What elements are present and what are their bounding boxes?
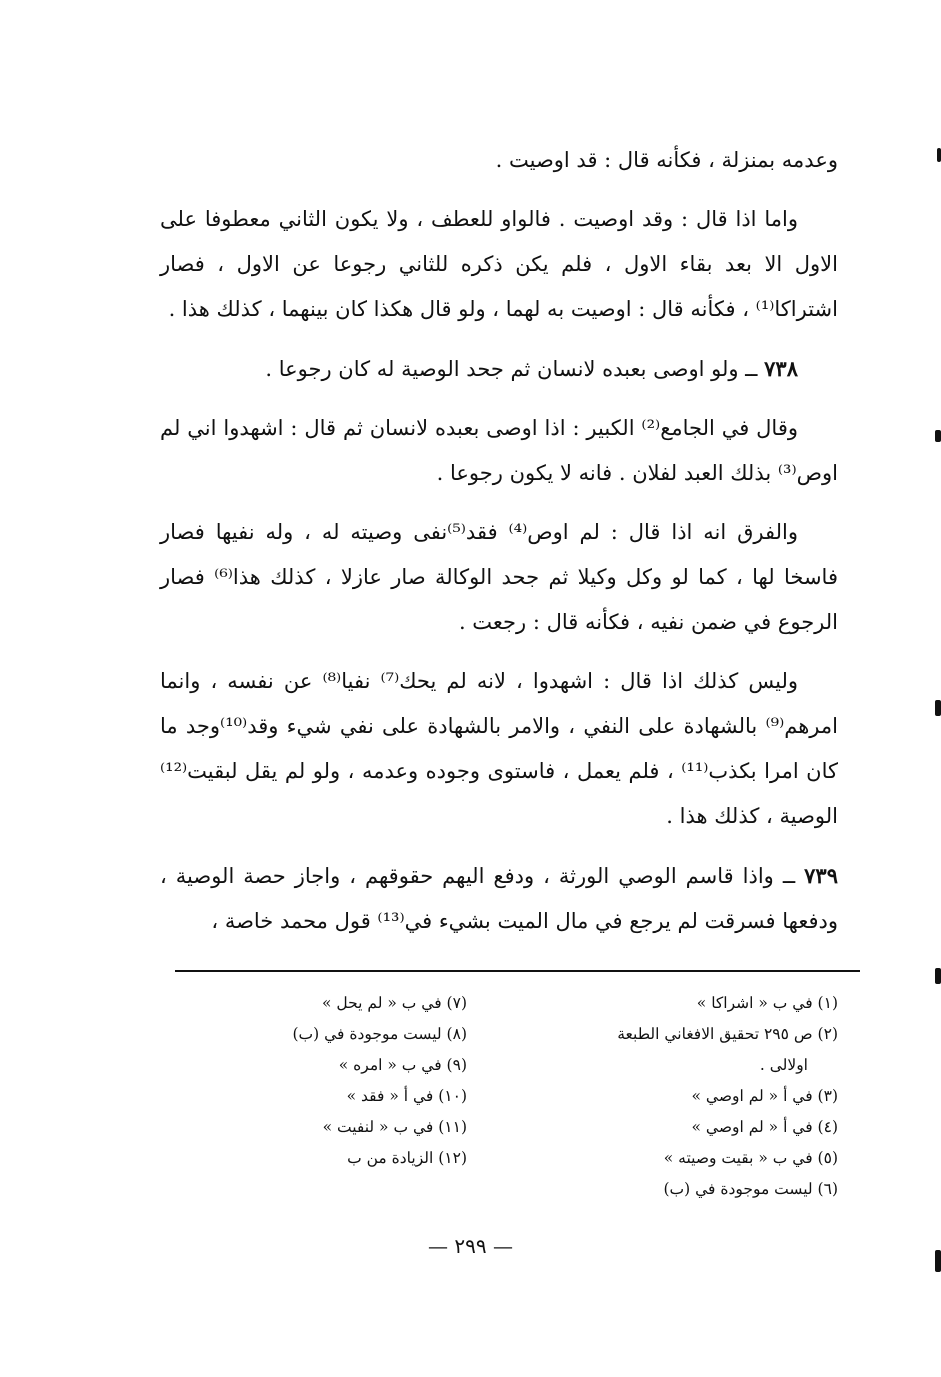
footnote: (١٢) الزيادة من ب xyxy=(347,1149,467,1167)
scan-edge-mark xyxy=(937,148,941,162)
paragraph-text: وليس كذلك اذا قال : اشهدوا ، لانه لم يحك⁽⁷⁾ نفيا⁽⁸⁾ عن نفسه ، وانما امرهم⁽⁹⁾ بالشهادة على النفي ، والامر بالشهادة على نفي شيء وقد⁽¹⁰⁾وجد ما كان امرا بكذب⁽¹¹⁾ ، فلم يعمل ، فاستوى وجوده وعدمه ، ولو لم يقل لبقيت⁽¹²⁾ الوصية ، كذلك هذا . xyxy=(160,669,838,828)
paragraph-text: وعدمه بمنزلة ، فكأنه قال : قد اوصيت . xyxy=(495,148,838,172)
paragraph xyxy=(160,510,838,645)
footnote: (٦) ليست موجودة في (ب) xyxy=(663,1180,838,1198)
main-text xyxy=(160,138,838,958)
paragraph xyxy=(160,659,838,839)
footnote: (٥) في ب « بقيت وصيته » xyxy=(663,1149,838,1167)
footnote: (٧) في ب « لم يحل » xyxy=(322,994,467,1012)
paragraph-number: ٧٣٨ xyxy=(764,356,798,381)
paragraph-text: والفرق انه اذا قال : لم اوص⁽⁴⁾ فقد⁽⁵⁾نفى وصيته له ، وله نفيها فصار فاسخا لها ، كما لو وكل وكيلا ثم جحد الوكالة صار عازلا ، كذلك هذا⁽⁶⁾ فصار الرجوع في ضمن نفيه ، فكأنه قال : رجعت . xyxy=(160,520,838,634)
footnote-continuation-text: اولالى . xyxy=(759,1056,808,1074)
paragraph-text: ــ واذا قاسم الوصي الورثة ، ودفع اليهم حقوقهم ، واجاز حصة الوصية ، ودفعها فسرقت لم يرجع في مال الميت بشيء في⁽¹³⁾ قول محمد خاصة ، xyxy=(160,864,838,933)
footnote: (٤) في أ « لم اوصي » xyxy=(691,1118,838,1136)
footnote: (١) في ب « اشراكا » xyxy=(696,994,838,1012)
paragraph-number: ٧٣٩ xyxy=(804,863,838,888)
footnote-divider xyxy=(175,970,860,972)
footnote: (١٠) في أ « فقد » xyxy=(346,1087,467,1105)
paragraph-text: واما اذا قال : وقد اوصيت . فالواو للعطف ، ولا يكون الثاني معطوفا على الاول الا بعد بقاء الاول ، فلم يكن ذكره للثاني رجوعا عن الاول ، فصار اشتراكا⁽¹⁾ ، فكأنه قال : اوصيت به لهما ، ولو قال هكذا كان بينهما ، كذلك هذا . xyxy=(160,207,838,321)
paragraph-text: ــ ولو اوصى بعبده لانسان ثم جحد الوصية له كان رجوعا . xyxy=(265,357,758,381)
paragraph xyxy=(160,197,838,332)
footnote: (٢) ص ٢٩٥ تحقيق الافغاني الطبعة xyxy=(617,1025,838,1043)
numbered-paragraph xyxy=(160,346,838,392)
footnote-continuation xyxy=(538,1050,838,1081)
scan-edge-mark xyxy=(935,968,941,984)
footnote: (٩) في ب « امره » xyxy=(338,1056,467,1074)
footnote: (٣) في أ « لم اوصي » xyxy=(691,1087,838,1105)
paragraph-text: وقال في الجامع⁽²⁾ الكبير : اذا اوصى بعبده لانسان ثم قال : اشهدوا اني لم اوص⁽³⁾ بذلك العبد لفلان . فانه لا يكون رجوعا . xyxy=(160,416,838,485)
paragraph xyxy=(160,138,838,183)
scan-edge-mark xyxy=(935,700,941,716)
scan-edge-mark xyxy=(935,1250,941,1272)
numbered-paragraph xyxy=(160,853,838,944)
footnotes-right-column xyxy=(538,988,838,1205)
page-number: — ٢٩٩ — xyxy=(428,1234,513,1258)
scan-edge-mark xyxy=(935,430,941,442)
paragraph xyxy=(160,406,838,496)
footnote: (٨) ليست موجودة في (ب) xyxy=(292,1025,467,1043)
footnote: (١١) في ب « لنفيت » xyxy=(322,1118,467,1136)
footnotes-left-column xyxy=(257,988,467,1174)
